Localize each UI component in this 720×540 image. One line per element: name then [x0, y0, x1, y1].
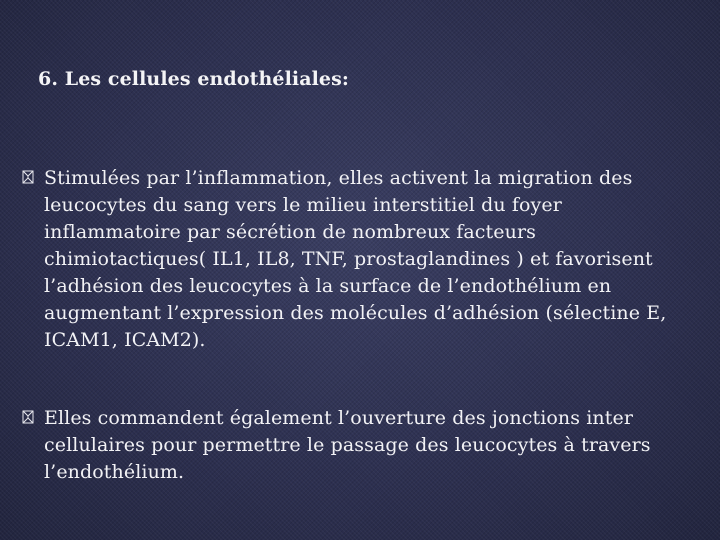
bullet-text: Elles commandent également l’ouverture des jonctions inter cellulaires pour permettre le passage des leucocytes à travers l’endothélium.	[44, 407, 651, 483]
bullet-icon	[20, 409, 36, 425]
slide-title: 6. Les cellules endothéliales:	[38, 68, 350, 90]
bullet-icon	[20, 169, 36, 185]
bullet-item	[20, 165, 690, 354]
bullet-text: Stimulées par l’inflammation, elles activent la migration des leucocytes du sang vers le milieu interstitiel du foyer inflammatoire par sécrétion de nombreux facteurs chimiotactiques( IL1, IL8, TNF, prostaglandines ) et favorisent l’adhésion des leucocytes à la surface de l’endothélium en augmentant l’expression des molécules d’adhésion (sélectine E, ICAM1, ICAM2).	[44, 167, 667, 351]
bullet-item	[20, 405, 690, 486]
